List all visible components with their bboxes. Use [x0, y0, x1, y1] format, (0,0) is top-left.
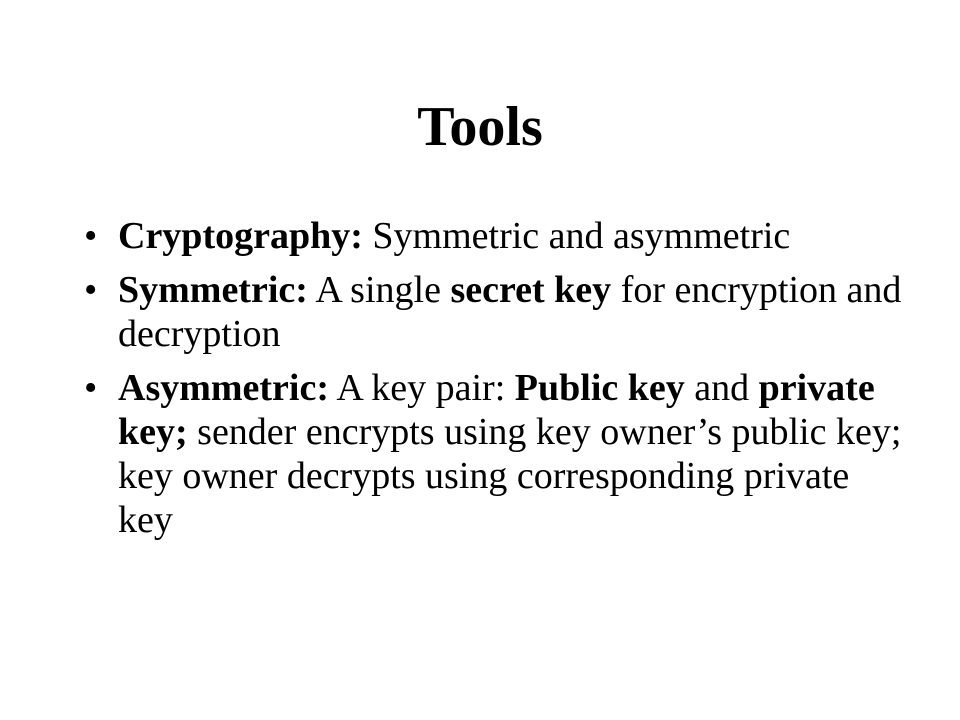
bullet-text: Symmetric and asymmetric: [362, 215, 791, 257]
bullet-text: and: [684, 367, 759, 409]
bullet-text: A key pair:: [329, 367, 515, 409]
bullet-dot-icon: •: [84, 269, 98, 311]
bullet-emphasis: Public key: [514, 367, 685, 409]
bullet-term: Symmetric:: [118, 269, 308, 311]
slide-title: Tools: [417, 96, 543, 158]
bullet-symmetric: [84, 268, 904, 356]
bullet-term: Asymmetric:: [118, 367, 330, 409]
bullet-dot-icon: •: [84, 367, 98, 409]
bullet-term: Cryptography:: [118, 215, 363, 257]
bullet-asymmetric: [84, 366, 904, 542]
bullet-emphasis: private key;: [118, 367, 875, 453]
bullet-cryptography: [84, 214, 904, 258]
bullet-text: for encryption and decryption: [118, 269, 902, 355]
bullet-text: sender encrypts using key owner’s public key; key owner decrypts using corresponding private key: [118, 411, 902, 541]
bullet-emphasis: secret key: [450, 269, 612, 311]
bullet-text: A single: [307, 269, 451, 311]
bullet-list: [84, 214, 904, 552]
bullet-dot-icon: •: [84, 215, 98, 257]
